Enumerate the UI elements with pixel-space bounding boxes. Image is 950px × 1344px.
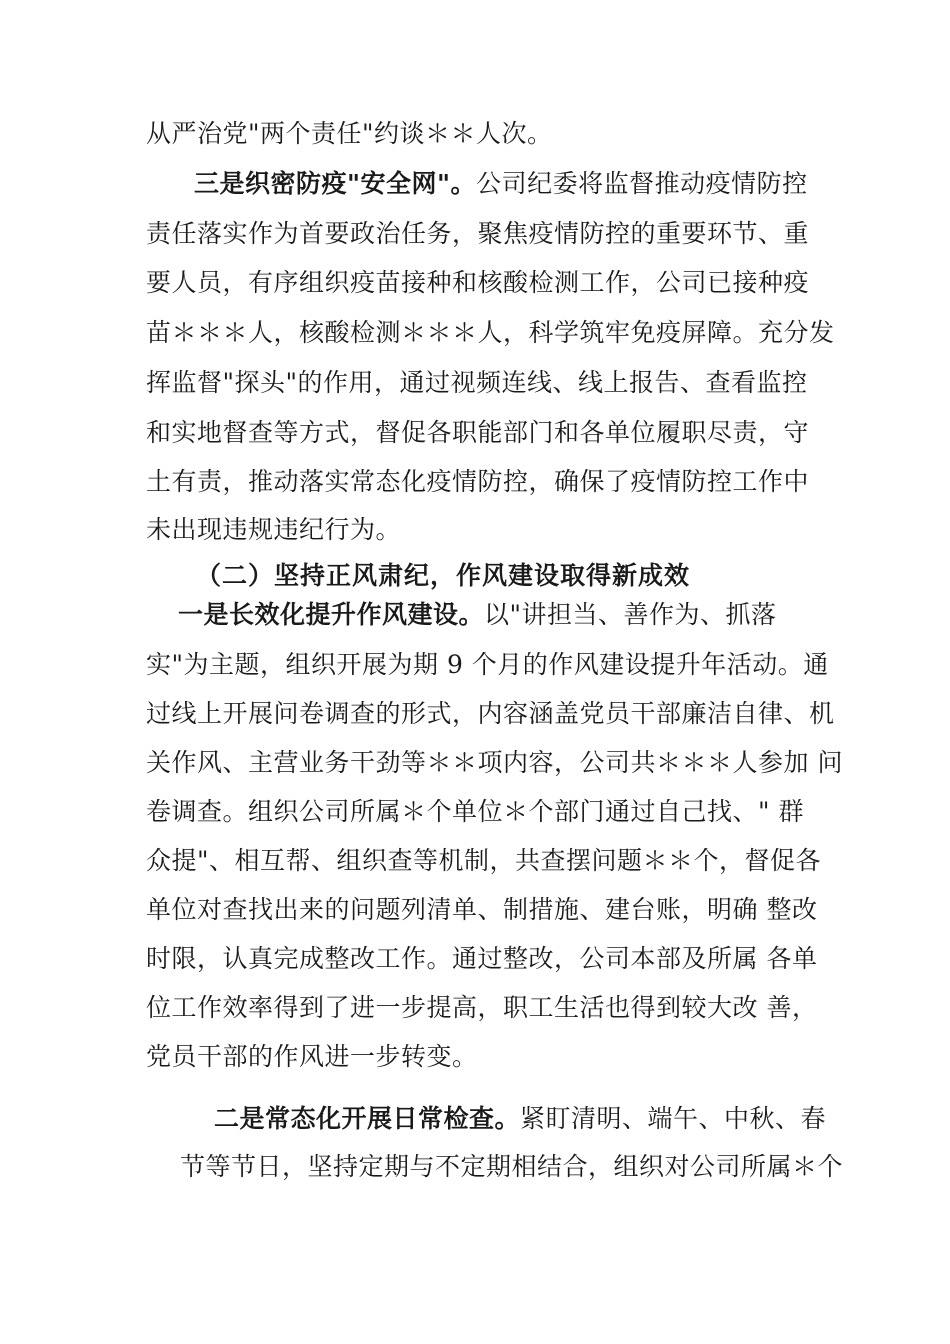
para4-line-4: 关作风、主营业务干劲等＊＊项内容，公司共＊＊＊人参加 问 (146, 748, 843, 777)
para4-line-1 (178, 598, 777, 632)
para4-line-1-text: 以"讲担当、善作为、抓落 (484, 600, 777, 629)
para4-line-6: 众提"、相互帮、组织查等机制，共查摆问题＊＊个，督促各 (146, 846, 822, 875)
para3-line-4: 苗＊＊＊人，核酸检测＊＊＊人，科学筑牢免疫屏障。充分发 (146, 318, 835, 347)
para3-line-1-text: 公司纪委将监督推动疫情防控 (476, 169, 808, 198)
para3-line-5: 挥监督"探头"的作用，通过视频连线、线上报告、查看监控 (146, 368, 808, 397)
para3-line-6: 和实地督查等方式，督促各职能部门和各单位履职尽责，守 (146, 418, 810, 447)
intro-tail-line: 从严治党"两个责任"约谈＊＊人次。 (146, 119, 553, 148)
para4-line-2: 实"为主题，组织开展为期 9 个月的作风建设提升年活动。通 (146, 650, 829, 679)
para4-line-5: 卷调查。组织公司所属＊个单位＊个部门通过自己找、" 群 (146, 797, 804, 826)
para3-lead: 三是织密防疫"安全网"。 (194, 169, 477, 198)
para4-lead: 一是长效化提升作风建设。 (178, 600, 485, 629)
para5-lead: 二是常态化开展日常检查。 (214, 1104, 521, 1133)
para4-line-3: 过线上开展问卷调查的形式，内容涵盖党员干部廉洁自律、机 (146, 699, 835, 728)
section2-heading: （二）坚持正风肃纪，作风建设取得新成效 (196, 561, 691, 590)
para5-line-1 (214, 1102, 826, 1136)
para4-line-8: 时限，认真完成整改工作。通过整改，公司本部及所属 各单 (146, 944, 818, 973)
para5-line-1-text: 紧盯清明、端午、中秋、春 (520, 1104, 827, 1133)
para4-line-7: 单位对查找出来的问题列清单、制措施、建台账，明确 整改 (146, 895, 818, 924)
para3-line-8: 未出现违规违纪行为。 (146, 515, 402, 544)
para4-line-9: 位工作效率得到了进一步提高，职工生活也得到较大改 善， (146, 993, 818, 1022)
para5-line-2: 节等节日，坚持定期与不定期相结合，组织对公司所属＊个 (180, 1152, 844, 1181)
para3-line-2: 责任落实作为首要政治任务，聚焦疫情防控的重要环节、重 (146, 219, 810, 248)
para3-line-3: 要人员，有序组织疫苗接种和核酸检测工作，公司已接种疫 (146, 268, 810, 297)
para3-line-1 (194, 167, 808, 201)
para3-line-7: 土有责，推动落实常态化疫情防控，确保了疫情防控工作中 (146, 467, 810, 496)
para4-line-10: 党员干部的作风进一步转变。 (146, 1042, 478, 1071)
